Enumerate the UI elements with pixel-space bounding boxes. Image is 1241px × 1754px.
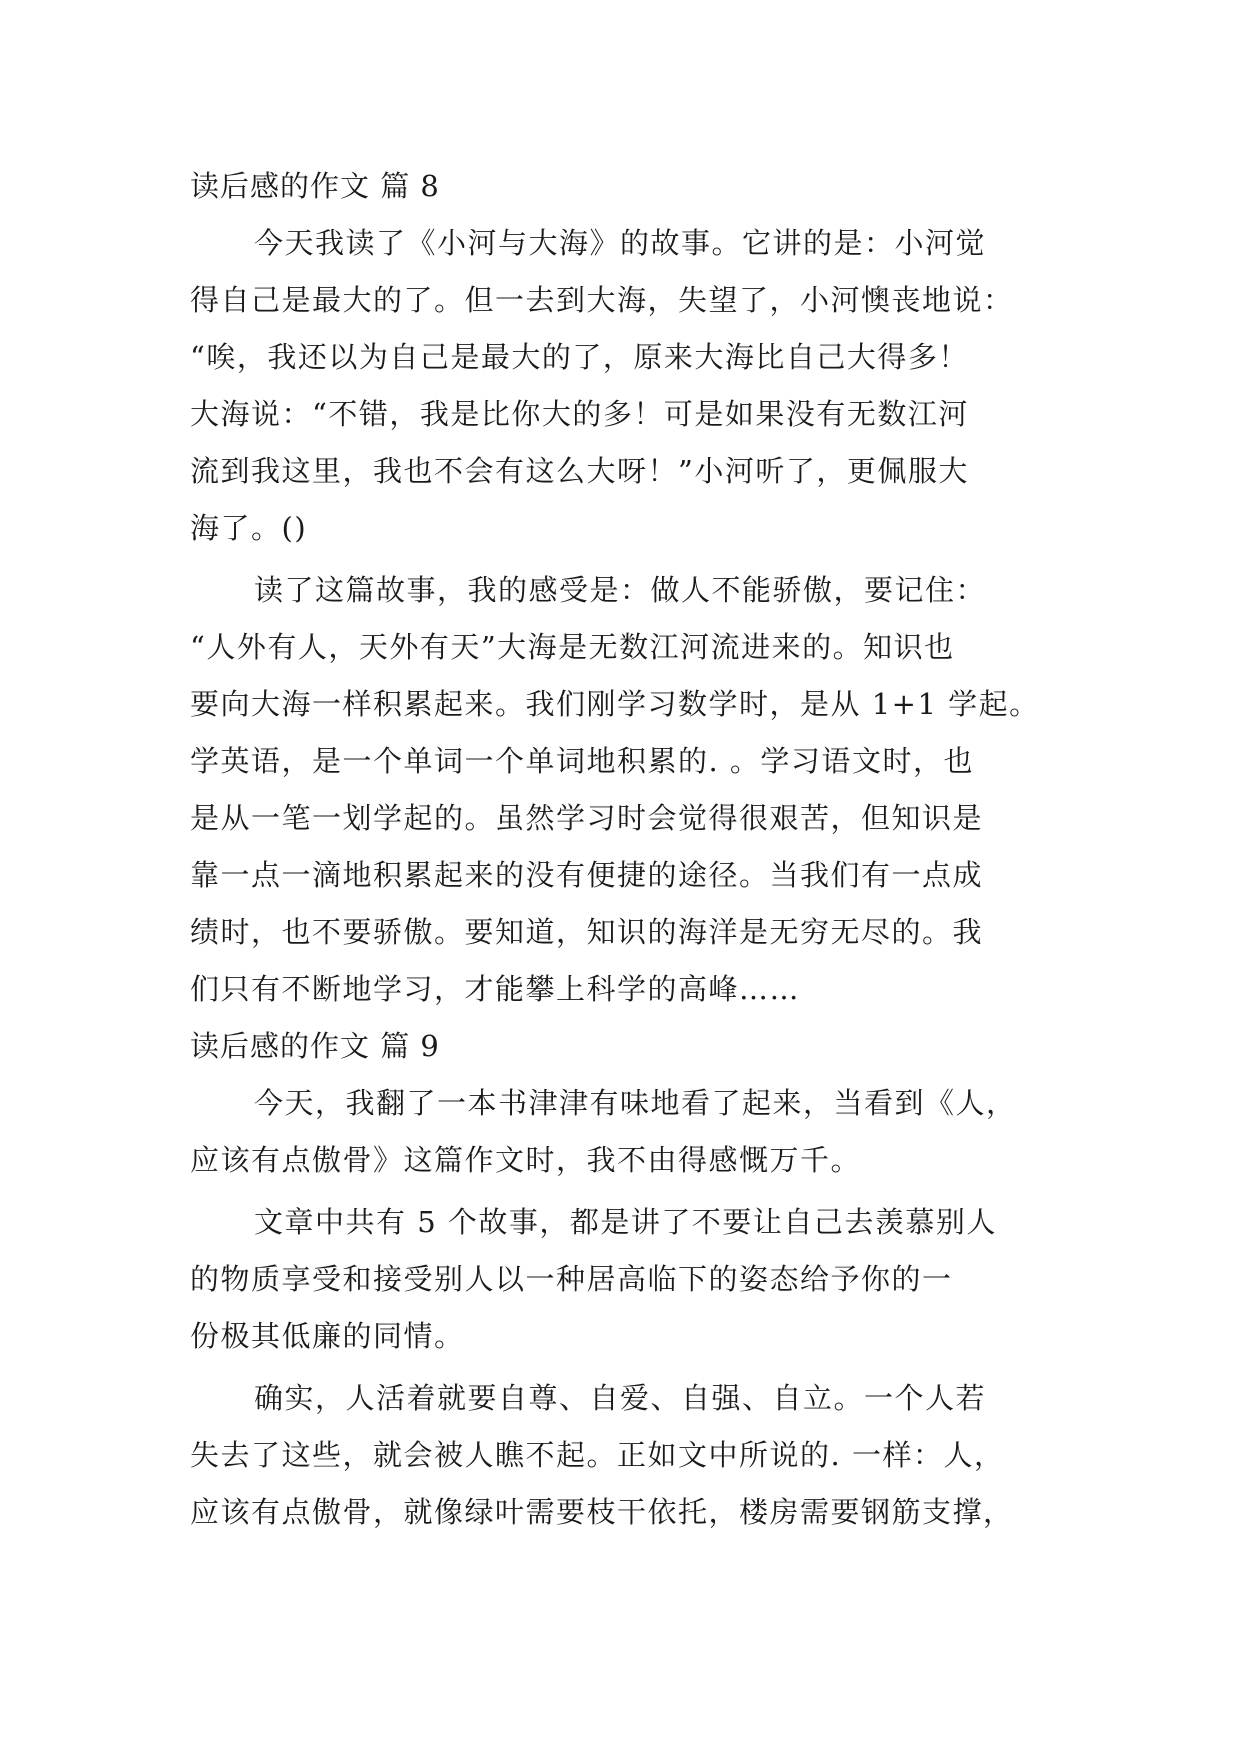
paragraph: [190, 1370, 1060, 1541]
text-line: 今天我读了《小河与大海》的故事。它讲的是：小河觉: [254, 226, 987, 260]
text-line: 绩时，也不要骄傲。要知道，知识的海洋是无穷无尽的。我: [190, 915, 984, 949]
text-line: 学英语，是一个单词一个单词地积累的. 。学习语文时，也: [190, 744, 974, 778]
paragraph: [190, 1075, 1060, 1189]
text-line: 失去了这些，就会被人瞧不起。正如文中所说的. 一样：人，: [190, 1438, 1005, 1472]
section-heading: 读后感的作文 篇 8: [190, 169, 440, 203]
text-line: 份极其低廉的同情。: [190, 1319, 465, 1353]
text-line: 应该有点傲骨》这篇作文时，我不由得感慨万千。: [190, 1143, 862, 1177]
paragraph: [190, 215, 1060, 557]
text-line: 应该有点傲骨，就像绿叶需要枝干依托，楼房需要钢筋支撑，: [190, 1495, 1014, 1529]
text-line: 确实，人活着就要自尊、自爱、自强、自立。一个人若: [254, 1381, 987, 1415]
text-line: 文章中共有 5 个故事，都是讲了不要让自己去羡慕别人: [254, 1205, 997, 1239]
text-line: 流到我这里，我也不会有这么大呀！”小河听了，更佩服大: [190, 454, 969, 488]
text-line: 靠一点一滴地积累起来的没有便捷的途径。当我们有一点成: [190, 858, 984, 892]
text-line: 大海说：“不错，我是比你大的多！可是如果没有无数江河: [190, 397, 969, 431]
text-line: 是从一笔一划学起的。虽然学习时会觉得很艰苦，但知识是: [190, 801, 984, 835]
document-page: [190, 158, 1060, 1541]
text-line: 要向大海一样积累起来。我们刚学习数学时，是从 1+1 学起。: [190, 687, 1040, 721]
paragraph: [190, 562, 1060, 1018]
text-line: 读了这篇故事，我的感受是：做人不能骄傲，要记住：: [254, 573, 987, 607]
text-line: “唉，我还以为自己是最大的了，原来大海比自己大得多！: [190, 340, 969, 374]
text-line: 得自己是最大的了。但一去到大海，失望了，小河懊丧地说：: [190, 283, 1014, 317]
paragraph: [190, 1194, 1060, 1365]
text-line: “人外有人，天外有天”大海是无数江河流进来的。知识也: [190, 630, 955, 664]
text-line: 们只有不断地学习，才能攀上科学的高峰……: [190, 972, 801, 1006]
text-line: 今天，我翻了一本书津津有味地看了起来，当看到《人，: [254, 1086, 1017, 1120]
text-line: 海了。(): [190, 511, 308, 545]
text-line: 的物质享受和接受别人以一种居高临下的姿态给予你的一: [190, 1262, 953, 1296]
section-heading: 读后感的作文 篇 9: [190, 1029, 440, 1063]
